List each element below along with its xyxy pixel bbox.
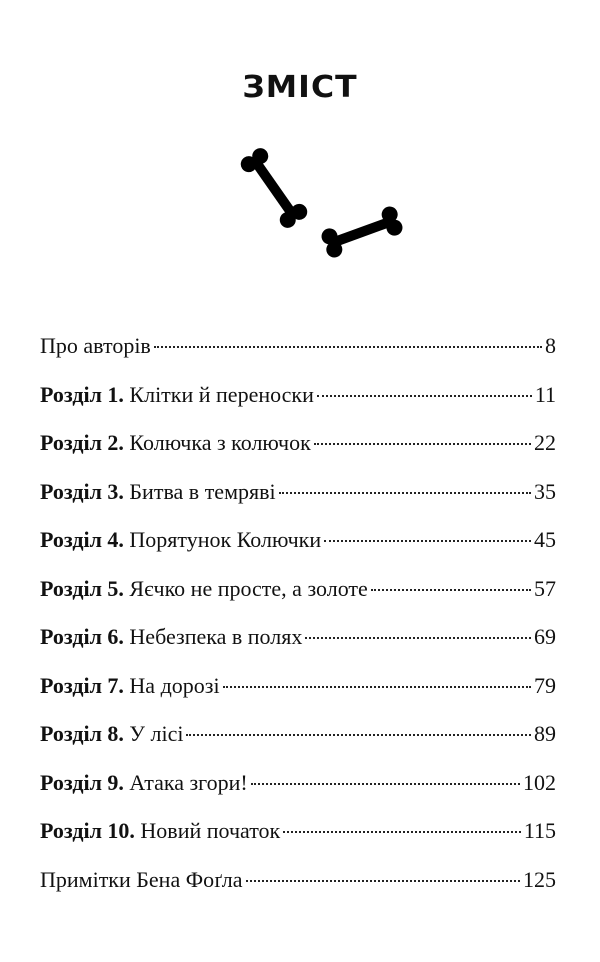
- toc-title: Примітки Бена Фоґла: [40, 866, 243, 892]
- toc-label: [40, 521, 321, 559]
- toc-page-number: 125: [523, 866, 556, 892]
- toc-label: [40, 376, 314, 414]
- toc-page-number: 89: [534, 721, 556, 746]
- toc-entry[interactable]: [40, 473, 556, 522]
- dot-leader: [314, 443, 531, 445]
- toc-label: [40, 327, 151, 365]
- bones-decoration: [236, 148, 406, 263]
- toc-chapter-number: Розділ 5.: [40, 575, 124, 601]
- page-title: ЗМІСТ: [242, 70, 358, 105]
- toc-title: Клітки й переноски: [129, 381, 314, 407]
- toc-entry[interactable]: [40, 618, 556, 667]
- dot-leader: [154, 346, 542, 348]
- toc-entry[interactable]: [40, 521, 556, 570]
- toc-title: Атака згори!: [129, 769, 248, 795]
- toc-title: У лісі: [129, 721, 184, 746]
- toc-label: [40, 764, 248, 802]
- toc-title: Порятунок Колючки: [129, 527, 322, 552]
- toc-page-number: 35: [534, 478, 556, 504]
- toc-entry[interactable]: [40, 667, 556, 716]
- toc-page-number: 22: [534, 430, 556, 455]
- toc-page-number: 115: [523, 818, 556, 843]
- toc-entry[interactable]: [40, 715, 556, 764]
- toc-page-number: 8: [545, 333, 556, 358]
- toc-page-number: 69: [534, 624, 556, 649]
- toc-title: Колючка з колючок: [129, 430, 311, 455]
- toc-entry[interactable]: [40, 424, 556, 473]
- toc-label: [40, 667, 220, 705]
- toc-title: Битва в темряві: [129, 478, 276, 504]
- dot-leader: [305, 637, 531, 639]
- toc-entry[interactable]: [40, 327, 556, 376]
- toc-chapter-number: Розділ 9.: [40, 769, 124, 795]
- toc-entry[interactable]: [40, 570, 556, 619]
- toc-page-number: 11: [534, 381, 556, 407]
- toc-label: [40, 618, 302, 656]
- toc-label: [40, 424, 311, 462]
- toc-title: Яєчко не просте, а золоте: [129, 575, 368, 601]
- toc-page-number: 57: [534, 575, 556, 601]
- dot-leader: [283, 831, 521, 833]
- toc-title: На дорозі: [129, 672, 220, 698]
- toc-label: [40, 715, 183, 753]
- toc-chapter-number: Розділ 6.: [40, 624, 124, 649]
- dot-leader: [251, 783, 520, 785]
- toc-chapter-number: Розділ 2.: [40, 430, 124, 455]
- toc-chapter-number: Розділ 3.: [40, 478, 124, 504]
- toc-title: Про авторів: [40, 333, 151, 358]
- toc-entry[interactable]: [40, 376, 556, 425]
- dot-leader: [246, 880, 520, 882]
- toc-entry[interactable]: [40, 812, 556, 861]
- dot-leader: [371, 589, 531, 591]
- toc-page-number: 45: [534, 527, 556, 552]
- toc-label: [40, 812, 280, 850]
- toc-chapter-number: Розділ 7.: [40, 672, 124, 698]
- table-of-contents: [40, 327, 556, 909]
- toc-entry[interactable]: [40, 764, 556, 813]
- toc-entry[interactable]: [40, 861, 556, 910]
- toc-label: [40, 570, 368, 608]
- toc-chapter-number: Розділ 8.: [40, 721, 124, 746]
- toc-chapter-number: Розділ 4.: [40, 527, 124, 552]
- toc-chapter-number: Розділ 1.: [40, 381, 124, 407]
- dot-leader: [317, 395, 532, 397]
- toc-title: Новий початок: [140, 818, 281, 843]
- toc-page-number: 79: [534, 672, 556, 698]
- toc-title: Небезпека в полях: [129, 624, 303, 649]
- dot-leader: [324, 540, 531, 542]
- toc-label: [40, 473, 276, 511]
- toc-chapter-number: Розділ 10.: [40, 818, 135, 843]
- bone-icon: [238, 148, 311, 231]
- dot-leader: [223, 686, 531, 688]
- toc-page-number: 102: [523, 769, 556, 795]
- dot-leader: [186, 734, 531, 736]
- dot-leader: [279, 492, 531, 494]
- bone-icon: [319, 204, 404, 260]
- toc-label: [40, 861, 243, 899]
